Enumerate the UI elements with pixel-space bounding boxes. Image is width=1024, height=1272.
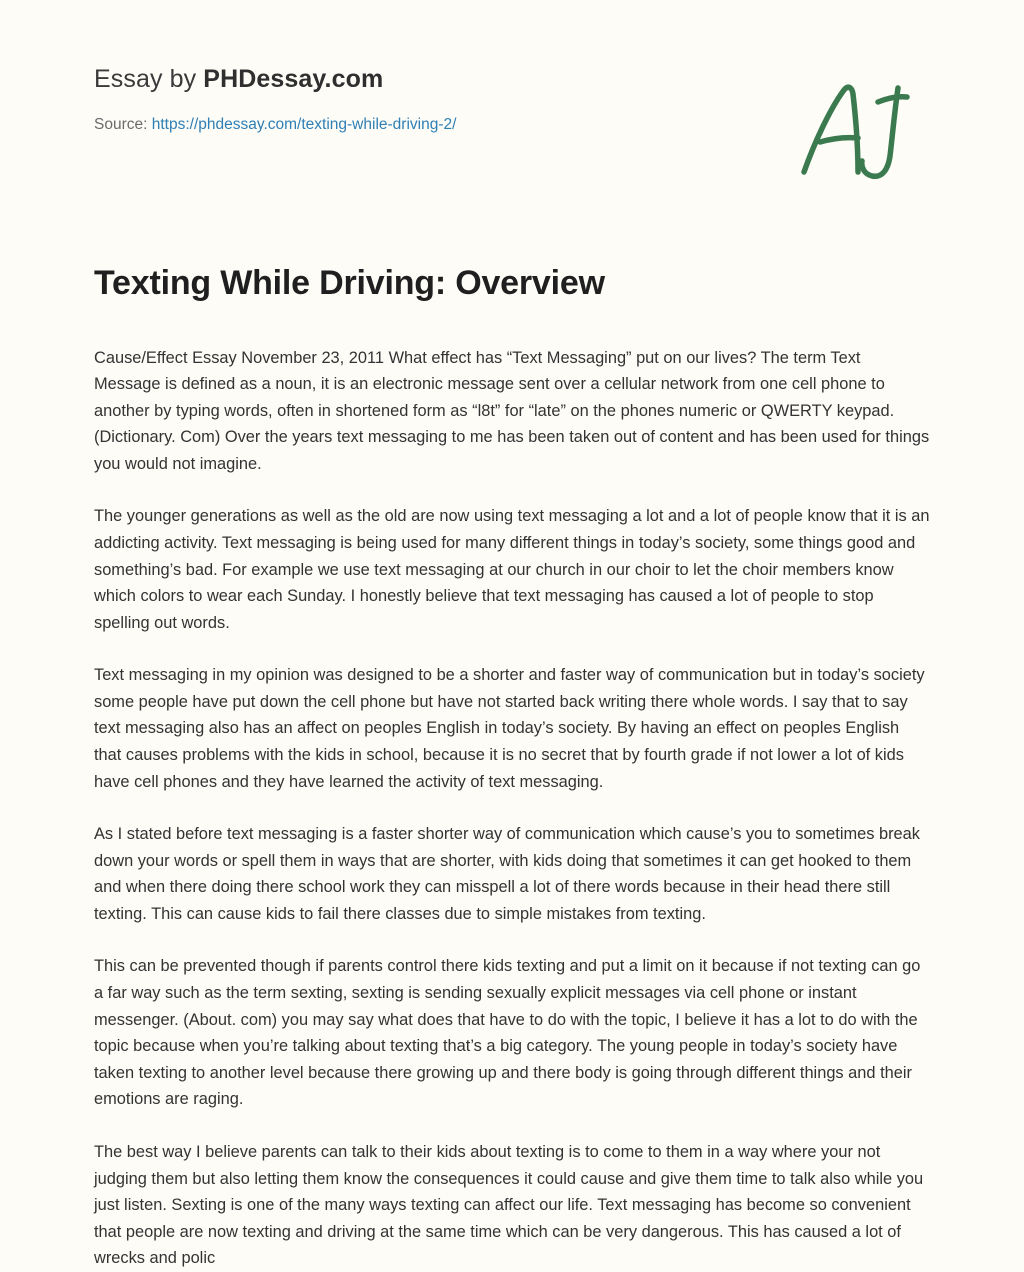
- source-label: Source:: [94, 116, 148, 133]
- page-title: Texting While Driving: Overview: [94, 264, 605, 302]
- source-url-link[interactable]: https://phdessay.com/texting-while-driving-2/: [151, 116, 457, 133]
- article-paragraph: The best way I believe parents can talk to their kids about texting is to come to them in a way where your not judging them but also letting them know the consequences it could cause and give them time to talk also while you just listen. Sexting is one of the many ways texting can affect our life. Text messaging has become so convenient that people are now texting and driving at the same time which can be very dangerous. This has caused a lot of wrecks and polic: [94, 1142, 924, 1268]
- article-body: [94, 345, 930, 1272]
- article-paragraph: This can be prevented though if parents control there kids texting and put a limit on it because if not texting can go a far way such as the term sexting, sexting is sending sexually explicit messages via cell phone or instant messenger. (About. com) you may say what does that have to do with the topic, I believe it has a lot to do with the topic because when you’re talking about texting that’s a big category. The young people in today’s society have taken texting to another level because there growing up and there body is going through different things and their emotions are raging.: [94, 957, 921, 1109]
- article-paragraph: Cause/Effect Essay November 23, 2011 What effect has “Text Messaging” put on our lives? The term Text Message is defined as a noun, it is an electronic message sent over a cellular network from one cell phone to another by typing words, often in shortened form as “l8t” for “late” on the phones numeric or QWERTY keypad. (Dictionary. Com) Over the years text messaging to me has been taken out of content and has been used for things you would not imagine.: [94, 348, 930, 473]
- brand-by-label: by: [169, 65, 197, 93]
- article-paragraph: As I stated before text messaging is a faster shorter way of communication which cause’s you to sometimes break down your words or spell them in ways that are shorter, with kids doing that sometimes it can get hooked to them and when there doing there school work they can misspell a lot of there words because in their head there still texting. This can cause kids to fail there classes due to simple mistakes from texting.: [94, 825, 920, 923]
- aj-monogram-logo-icon: [794, 76, 914, 186]
- brand-site-label: PHDessay.com: [203, 65, 384, 93]
- article-paragraph: The younger generations as well as the old are now using text messaging a lot and a lot of people know that it is an addicting activity. Text messaging is being used for many different things in today’s society, some things good and something’s bad. For example we use text messaging at our church in our choir to let the choir members know which colors to wear each Sunday. I honestly believe that text messaging has caused a lot of people to stop spelling out words.: [94, 507, 930, 632]
- article-paragraph: Text messaging in my opinion was designed to be a shorter and faster way of communication but in today’s society some people have put down the cell phone but have not started back writing there whole words. I say that to say text messaging also has an affect on peoples English in today’s society. By having an effect on peoples English that causes problems with the kids in school, because it is no secret that by fourth grade if not lower a lot of kids have cell phones and they have learned the activity of text messaging.: [94, 666, 925, 791]
- document-header: [94, 64, 930, 184]
- brand-essay-label: Essay: [94, 65, 163, 93]
